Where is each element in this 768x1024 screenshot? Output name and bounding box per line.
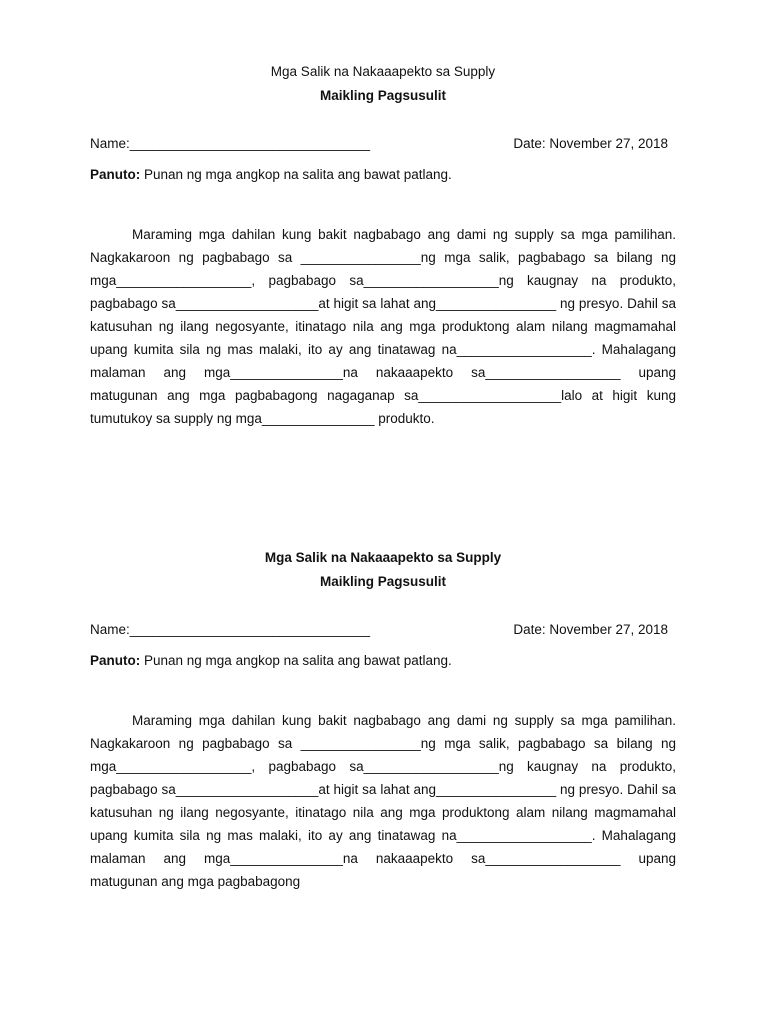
date-field: Date: November 27, 2018 — [513, 136, 668, 151]
fill-in-passage: Maraming mga dahilan kung bakit nagbabago ang dami ng supply sa mga pamilihan. Nagkakaroon ng pagbabago sa ________________ng mga salik, pagbabago sa bilang ng mga__________________, pagbabago sa__________________ng kaugnay na produkto, pagbabago sa___________________at higit sa lahat ang________________ ng presyo. Dahil sa katusuhan ng ilang negosyante, itinatago nila ang mga produktong alam nilang magmamahal upang kumita sila ng mas malaki, ito ay ang tinatawag na__________________. Mahalagang malaman ang mga_______________na nakaaapekto sa__________________ upang matugunan ang mga pagbabagong — [90, 713, 676, 889]
instruction — [90, 165, 676, 185]
name-field: Name:________________________________ — [90, 136, 371, 151]
instruction-label: Panuto: — [90, 167, 141, 182]
meta-row — [90, 134, 676, 154]
instruction-label: Panuto: — [90, 653, 141, 668]
sheet-subtitle: Maikling Pagsusulit — [319, 574, 447, 589]
meta-row — [90, 620, 676, 640]
quiz-sheet-2 — [90, 548, 676, 907]
instruction-text: Punan ng mga angkop na salita ang bawat patlang. — [140, 653, 452, 668]
instruction — [90, 651, 676, 671]
sheet-title: Mga Salik na Nakaaapekto sa Supply — [264, 550, 502, 565]
date-field: Date: November 27, 2018 — [513, 622, 668, 637]
instruction-text: Punan ng mga angkop na salita ang bawat patlang. — [140, 167, 452, 182]
name-field: Name:________________________________ — [90, 622, 371, 637]
sheet-title: Mga Salik na Nakaaapekto sa Supply — [270, 64, 496, 79]
sheet-subtitle: Maikling Pagsusulit — [319, 88, 447, 103]
fill-in-passage: Maraming mga dahilan kung bakit nagbabago ang dami ng supply sa mga pamilihan. Nagkakaroon ng pagbabago sa ________________ng mga salik, pagbabago sa bilang ng mga__________________, pagbabago sa__________________ng kaugnay na produkto, pagbabago sa___________________at higit sa lahat ang________________ ng presyo. Dahil sa katusuhan ng ilang negosyante, itinatago nila ang mga produktong alam nilang magmamahal upang kumita sila ng mas malaki, ito ay ang tinatawag na__________________. Mahalagang malaman ang mga_______________na nakaaapekto sa__________________ upang matugunan ang mga pagbabagong nagaganap sa___________________lalo at higit kung tumutukoy sa supply ng mga_______________ produkto. — [90, 227, 676, 426]
quiz-sheet-1 — [90, 62, 676, 444]
